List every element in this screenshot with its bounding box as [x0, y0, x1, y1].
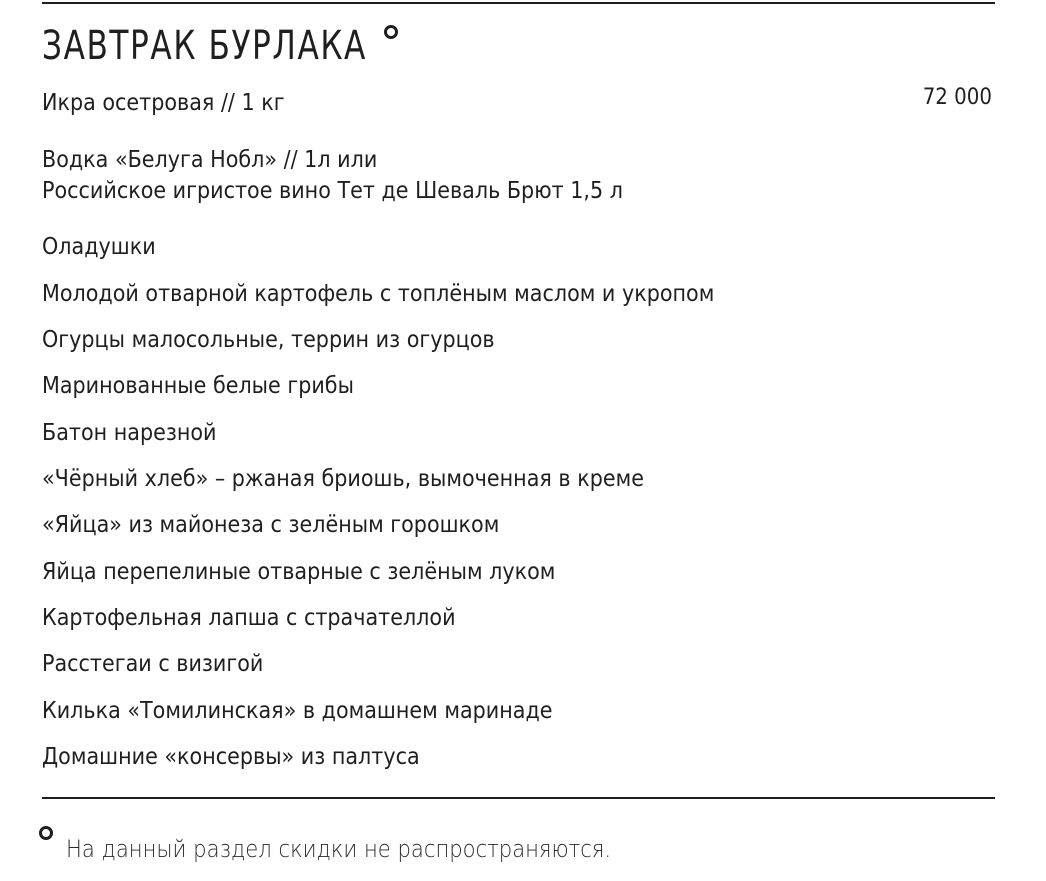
offer-line-vodka: Водка «Белуга Нобл» // 1л или: [42, 147, 378, 173]
menu-item: Картофельная лапша с страчателлой: [42, 605, 456, 631]
menu-item: Расстегаи с визигой: [42, 651, 264, 677]
circle-mark-icon: [384, 25, 398, 39]
offer-line-caviar: Икра осетровая // 1 кг: [42, 90, 285, 116]
discount-footnote: На данный раздел скидки не распространяются.: [66, 835, 612, 863]
menu-item: Огурцы малосольные, террин из огурцов: [42, 327, 495, 353]
top-divider: [42, 2, 995, 4]
menu-item: Домашние «консервы» из палтуса: [42, 744, 420, 770]
menu-item: Батон нарезной: [42, 420, 217, 446]
circle-mark-icon: [39, 826, 53, 840]
menu-item: Яйца перепелиные отварные с зелёным луком: [42, 559, 556, 585]
offer-line-wine: Российское игристое вино Тет де Шеваль Брют 1,5 л: [42, 178, 624, 204]
menu-item: Оладушки: [42, 234, 156, 260]
menu-item: «Яйца» из майонеза с зелёным горошком: [42, 512, 500, 538]
set-price: 72 000: [922, 85, 992, 110]
bottom-divider: [42, 797, 995, 799]
menu-item: «Чёрный хлеб» – ржаная бриошь, вымоченная в креме: [42, 466, 644, 492]
menu-item: Килька «Томилинская» в домашнем маринаде: [42, 698, 553, 724]
section-title: ЗАВТРАК БУРЛАКА: [42, 23, 367, 69]
menu-item: Молодой отварной картофель с топлёным маслом и укропом: [42, 281, 715, 307]
menu-item: Маринованные белые грибы: [42, 373, 354, 399]
